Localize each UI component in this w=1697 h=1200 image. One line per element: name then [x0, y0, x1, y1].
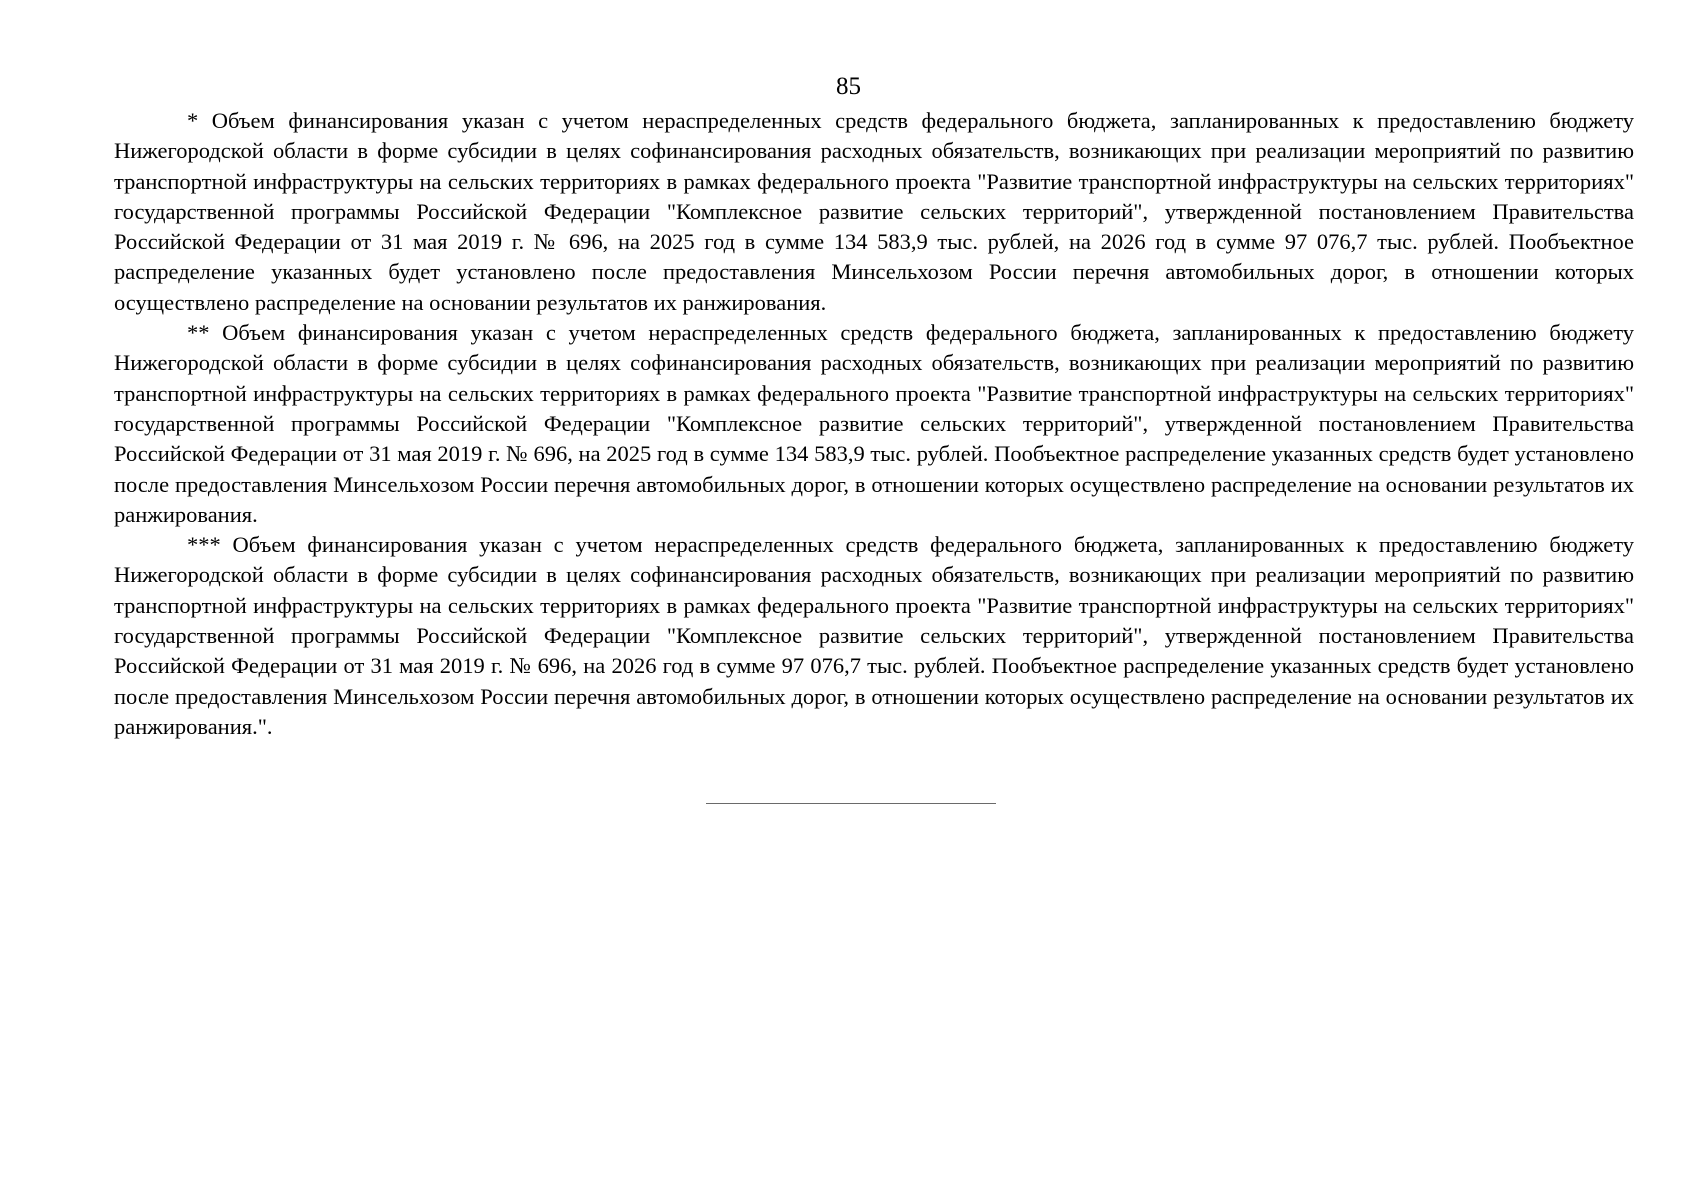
end-divider — [706, 803, 996, 804]
footnotes — [114, 106, 1634, 742]
footnote-2: ** Объем финансирования указан с учетом нераспределенных средств федерального бюджета, запланированных к предоставлению бюджету Нижегородской области в форме субсидии в целях софинансирования расходных обязательств, возникающих при реализации мероприятий по развитию транспортной инфраструктуры на сельских территориях в рамках федерального проекта "Развитие транспортной инфраструктуры на сельских территориях" государственной программы Российской Федерации "Комплексное развитие сельских территорий", утвержденной постановлением Правительства Российской Федерации от 31 мая 2019 г. № 696, на 2025 год в сумме 134 583,9 тыс. рублей. Пообъектное распределение указанных средств будет установлено после предоставления Минсельхозом России перечня автомобильных дорог, в отношении которых осуществлено распределение на основании результатов их ранжирования. — [114, 320, 1634, 527]
footnote-1: * Объем финансирования указан с учетом нераспределенных средств федерального бюджета, запланированных к предоставлению бюджету Нижегородской области в форме субсидии в целях софинансирования расходных обязательств, возникающих при реализации мероприятий по развитию транспортной инфраструктуры на сельских территориях в рамках федерального проекта "Развитие транспортной инфраструктуры на сельских территориях" государственной программы Российской Федерации "Комплексное развитие сельских территорий", утвержденной постановлением Правительства Российской Федерации от 31 мая 2019 г. № 696, на 2025 год в сумме 134 583,9 тыс. рублей, на 2026 год в сумме 97 076,7 тыс. рублей. Пообъектное распределение указанных будет установлено после предоставления Минсельхозом России перечня автомобильных дорог, в отношении которых осуществлено распределение на основании результатов их ранжирования. — [114, 108, 1634, 315]
page-number: 85 — [836, 73, 861, 100]
footnote-3: *** Объем финансирования указан с учетом нераспределенных средств федерального бюджета, запланированных к предоставлению бюджету Нижегородской области в форме субсидии в целях софинансирования расходных обязательств, возникающих при реализации мероприятий по развитию транспортной инфраструктуры на сельских территориях в рамках федерального проекта "Развитие транспортной инфраструктуры на сельских территориях" государственной программы Российской Федерации "Комплексное развитие сельских территорий", утвержденной постановлением Правительства Российской Федерации от 31 мая 2019 г. № 696, на 2026 год в сумме 97 076,7 тыс. рублей. Пообъектное распределение указанных средств будет установлено после предоставления Минсельхозом России перечня автомобильных дорог, в отношении которых осуществлено распределение на основании результатов их ранжирования.". — [114, 532, 1634, 739]
